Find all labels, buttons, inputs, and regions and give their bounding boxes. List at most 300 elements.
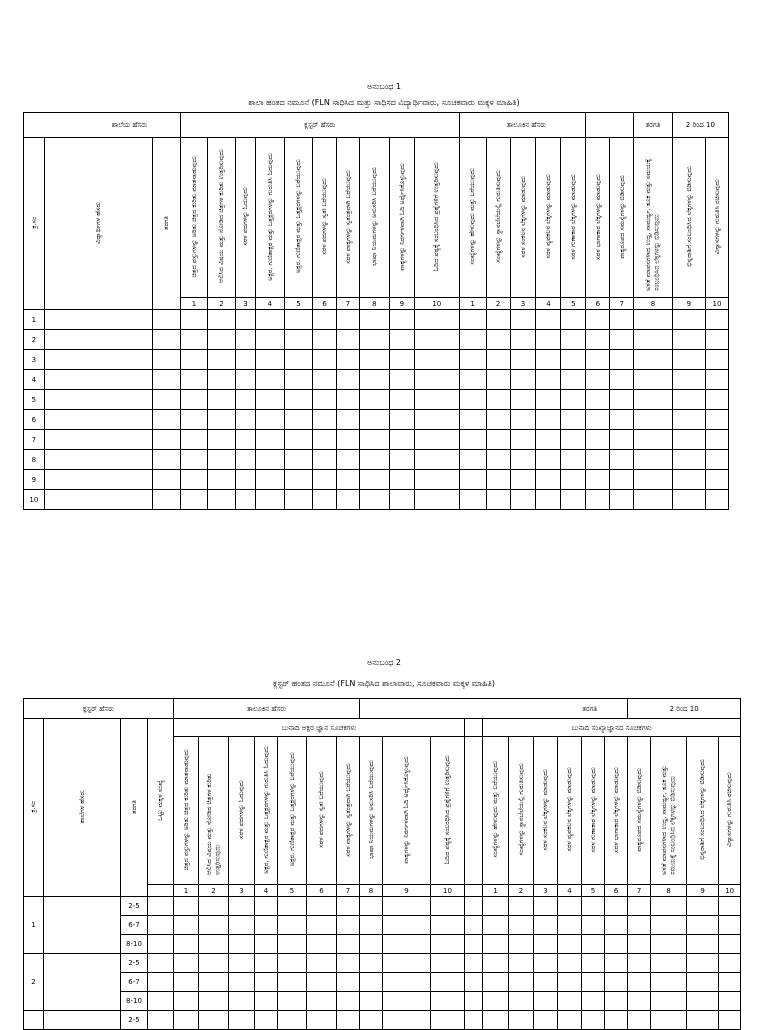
entry-cell[interactable] xyxy=(459,410,486,430)
entry-cell[interactable] xyxy=(561,470,586,490)
entry-cell[interactable] xyxy=(651,935,687,954)
entry-cell[interactable] xyxy=(148,954,174,973)
entry-cell[interactable] xyxy=(465,935,483,954)
entry-cell[interactable] xyxy=(180,450,207,470)
entry-cell[interactable] xyxy=(582,916,605,935)
entry-cell[interactable] xyxy=(465,954,483,973)
entry-cell[interactable] xyxy=(561,430,586,450)
entry-cell[interactable] xyxy=(651,1011,687,1030)
entry-cell[interactable] xyxy=(284,370,312,390)
entry-cell[interactable] xyxy=(360,954,383,973)
entry-cell[interactable] xyxy=(509,897,534,916)
entry-cell[interactable] xyxy=(534,973,558,992)
entry-cell[interactable] xyxy=(586,410,610,430)
entry-cell[interactable] xyxy=(44,470,152,490)
entry-cell[interactable] xyxy=(359,450,389,470)
entry-cell[interactable] xyxy=(229,897,255,916)
entry-cell[interactable] xyxy=(359,310,389,330)
entry-cell[interactable] xyxy=(414,390,459,410)
entry-cell[interactable] xyxy=(199,935,229,954)
entry-cell[interactable] xyxy=(174,1011,199,1030)
entry-cell[interactable] xyxy=(255,992,278,1011)
entry-cell[interactable] xyxy=(414,370,459,390)
entry-cell[interactable] xyxy=(510,370,536,390)
entry-cell[interactable] xyxy=(634,490,672,510)
entry-cell[interactable] xyxy=(719,916,741,935)
entry-cell[interactable] xyxy=(180,490,207,510)
entry-cell[interactable] xyxy=(510,390,536,410)
entry-cell[interactable] xyxy=(148,935,174,954)
entry-cell[interactable] xyxy=(312,430,336,450)
entry-cell[interactable] xyxy=(255,330,284,350)
entry-cell[interactable] xyxy=(255,450,284,470)
entry-cell[interactable] xyxy=(586,330,610,350)
entry-cell[interactable] xyxy=(255,470,284,490)
entry-cell[interactable] xyxy=(236,470,256,490)
entry-cell[interactable] xyxy=(459,390,486,410)
entry-cell[interactable] xyxy=(278,897,307,916)
entry-cell[interactable] xyxy=(610,490,634,510)
entry-cell[interactable] xyxy=(558,897,582,916)
school-name-cell[interactable] xyxy=(44,954,121,1011)
entry-cell[interactable] xyxy=(284,450,312,470)
entry-cell[interactable] xyxy=(672,330,705,350)
entry-cell[interactable] xyxy=(536,430,561,450)
entry-cell[interactable] xyxy=(582,954,605,973)
entry-cell[interactable] xyxy=(705,470,728,490)
entry-cell[interactable] xyxy=(180,430,207,450)
entry-cell[interactable] xyxy=(255,350,284,370)
entry-cell[interactable] xyxy=(431,935,465,954)
entry-cell[interactable] xyxy=(719,973,741,992)
entry-cell[interactable] xyxy=(509,935,534,954)
entry-cell[interactable] xyxy=(255,954,278,973)
entry-cell[interactable] xyxy=(534,954,558,973)
entry-cell[interactable] xyxy=(236,410,256,430)
entry-cell[interactable] xyxy=(336,490,359,510)
entry-cell[interactable] xyxy=(605,1011,628,1030)
entry-cell[interactable] xyxy=(586,470,610,490)
entry-cell[interactable] xyxy=(582,973,605,992)
entry-cell[interactable] xyxy=(337,916,360,935)
entry-cell[interactable] xyxy=(229,935,255,954)
entry-cell[interactable] xyxy=(510,490,536,510)
entry-cell[interactable] xyxy=(486,370,510,390)
entry-cell[interactable] xyxy=(148,897,174,916)
entry-cell[interactable] xyxy=(465,1011,483,1030)
entry-cell[interactable] xyxy=(414,350,459,370)
entry-cell[interactable] xyxy=(459,350,486,370)
entry-cell[interactable] xyxy=(705,410,728,430)
entry-cell[interactable] xyxy=(360,897,383,916)
entry-cell[interactable] xyxy=(284,470,312,490)
entry-cell[interactable] xyxy=(536,390,561,410)
entry-cell[interactable] xyxy=(486,430,510,450)
entry-cell[interactable] xyxy=(431,897,465,916)
entry-cell[interactable] xyxy=(687,935,719,954)
entry-cell[interactable] xyxy=(582,935,605,954)
entry-cell[interactable] xyxy=(44,330,152,350)
entry-cell[interactable] xyxy=(561,450,586,470)
entry-cell[interactable] xyxy=(687,897,719,916)
entry-cell[interactable] xyxy=(534,897,558,916)
entry-cell[interactable] xyxy=(586,310,610,330)
entry-cell[interactable] xyxy=(610,310,634,330)
entry-cell[interactable] xyxy=(459,490,486,510)
entry-cell[interactable] xyxy=(634,410,672,430)
entry-cell[interactable] xyxy=(255,1011,278,1030)
entry-cell[interactable] xyxy=(337,1011,360,1030)
entry-cell[interactable] xyxy=(383,916,431,935)
entry-cell[interactable] xyxy=(483,897,509,916)
entry-cell[interactable] xyxy=(486,390,510,410)
entry-cell[interactable] xyxy=(337,992,360,1011)
entry-cell[interactable] xyxy=(486,350,510,370)
entry-cell[interactable] xyxy=(174,973,199,992)
entry-cell[interactable] xyxy=(634,330,672,350)
entry-cell[interactable] xyxy=(208,370,236,390)
entry-cell[interactable] xyxy=(628,954,651,973)
entry-cell[interactable] xyxy=(705,430,728,450)
entry-cell[interactable] xyxy=(199,954,229,973)
entry-cell[interactable] xyxy=(414,490,459,510)
entry-cell[interactable] xyxy=(44,370,152,390)
entry-cell[interactable] xyxy=(383,1011,431,1030)
entry-cell[interactable] xyxy=(383,992,431,1011)
entry-cell[interactable] xyxy=(672,430,705,450)
entry-cell[interactable] xyxy=(628,916,651,935)
entry-cell[interactable] xyxy=(610,470,634,490)
entry-cell[interactable] xyxy=(152,490,180,510)
entry-cell[interactable] xyxy=(199,916,229,935)
entry-cell[interactable] xyxy=(558,1011,582,1030)
entry-cell[interactable] xyxy=(610,350,634,370)
entry-cell[interactable] xyxy=(148,992,174,1011)
entry-cell[interactable] xyxy=(486,490,510,510)
entry-cell[interactable] xyxy=(255,973,278,992)
entry-cell[interactable] xyxy=(672,310,705,330)
entry-cell[interactable] xyxy=(236,390,256,410)
entry-cell[interactable] xyxy=(336,450,359,470)
entry-cell[interactable] xyxy=(336,330,359,350)
entry-cell[interactable] xyxy=(236,450,256,470)
entry-cell[interactable] xyxy=(558,954,582,973)
entry-cell[interactable] xyxy=(307,1011,337,1030)
entry-cell[interactable] xyxy=(628,973,651,992)
entry-cell[interactable] xyxy=(336,430,359,450)
entry-cell[interactable] xyxy=(605,935,628,954)
entry-cell[interactable] xyxy=(307,897,337,916)
entry-cell[interactable] xyxy=(719,954,741,973)
entry-cell[interactable] xyxy=(459,310,486,330)
entry-cell[interactable] xyxy=(336,410,359,430)
entry-cell[interactable] xyxy=(337,935,360,954)
entry-cell[interactable] xyxy=(672,470,705,490)
entry-cell[interactable] xyxy=(312,330,336,350)
entry-cell[interactable] xyxy=(44,310,152,330)
entry-cell[interactable] xyxy=(510,430,536,450)
entry-cell[interactable] xyxy=(705,350,728,370)
entry-cell[interactable] xyxy=(610,450,634,470)
entry-cell[interactable] xyxy=(255,897,278,916)
entry-cell[interactable] xyxy=(236,490,256,510)
entry-cell[interactable] xyxy=(534,1011,558,1030)
entry-cell[interactable] xyxy=(687,992,719,1011)
entry-cell[interactable] xyxy=(229,954,255,973)
entry-cell[interactable] xyxy=(586,490,610,510)
entry-cell[interactable] xyxy=(486,310,510,330)
entry-cell[interactable] xyxy=(486,470,510,490)
entry-cell[interactable] xyxy=(360,973,383,992)
entry-cell[interactable] xyxy=(431,954,465,973)
entry-cell[interactable] xyxy=(509,916,534,935)
entry-cell[interactable] xyxy=(536,370,561,390)
entry-cell[interactable] xyxy=(510,450,536,470)
entry-cell[interactable] xyxy=(510,330,536,350)
entry-cell[interactable] xyxy=(284,310,312,330)
entry-cell[interactable] xyxy=(174,897,199,916)
entry-cell[interactable] xyxy=(312,350,336,370)
entry-cell[interactable] xyxy=(278,935,307,954)
entry-cell[interactable] xyxy=(208,330,236,350)
entry-cell[interactable] xyxy=(229,973,255,992)
entry-cell[interactable] xyxy=(255,490,284,510)
entry-cell[interactable] xyxy=(509,1011,534,1030)
entry-cell[interactable] xyxy=(152,350,180,370)
entry-cell[interactable] xyxy=(44,450,152,470)
entry-cell[interactable] xyxy=(687,954,719,973)
entry-cell[interactable] xyxy=(229,916,255,935)
entry-cell[interactable] xyxy=(180,390,207,410)
school-name-cell[interactable] xyxy=(44,1011,121,1030)
entry-cell[interactable] xyxy=(255,916,278,935)
entry-cell[interactable] xyxy=(536,330,561,350)
entry-cell[interactable] xyxy=(389,390,414,410)
entry-cell[interactable] xyxy=(174,935,199,954)
entry-cell[interactable] xyxy=(307,954,337,973)
entry-cell[interactable] xyxy=(483,992,509,1011)
entry-cell[interactable] xyxy=(152,370,180,390)
entry-cell[interactable] xyxy=(605,954,628,973)
entry-cell[interactable] xyxy=(465,992,483,1011)
entry-cell[interactable] xyxy=(336,310,359,330)
entry-cell[interactable] xyxy=(229,992,255,1011)
entry-cell[interactable] xyxy=(174,992,199,1011)
entry-cell[interactable] xyxy=(719,992,741,1011)
entry-cell[interactable] xyxy=(672,370,705,390)
entry-cell[interactable] xyxy=(389,330,414,350)
entry-cell[interactable] xyxy=(44,390,152,410)
entry-cell[interactable] xyxy=(510,410,536,430)
entry-cell[interactable] xyxy=(586,450,610,470)
entry-cell[interactable] xyxy=(174,916,199,935)
entry-cell[interactable] xyxy=(383,897,431,916)
entry-cell[interactable] xyxy=(307,916,337,935)
entry-cell[interactable] xyxy=(687,1011,719,1030)
entry-cell[interactable] xyxy=(359,350,389,370)
entry-cell[interactable] xyxy=(44,490,152,510)
entry-cell[interactable] xyxy=(561,310,586,330)
entry-cell[interactable] xyxy=(383,973,431,992)
entry-cell[interactable] xyxy=(199,992,229,1011)
entry-cell[interactable] xyxy=(359,430,389,450)
entry-cell[interactable] xyxy=(255,430,284,450)
entry-cell[interactable] xyxy=(634,470,672,490)
entry-cell[interactable] xyxy=(459,450,486,470)
entry-cell[interactable] xyxy=(610,370,634,390)
entry-cell[interactable] xyxy=(359,490,389,510)
entry-cell[interactable] xyxy=(180,310,207,330)
entry-cell[interactable] xyxy=(208,350,236,370)
entry-cell[interactable] xyxy=(687,916,719,935)
entry-cell[interactable] xyxy=(510,310,536,330)
entry-cell[interactable] xyxy=(651,992,687,1011)
entry-cell[interactable] xyxy=(634,390,672,410)
entry-cell[interactable] xyxy=(278,992,307,1011)
entry-cell[interactable] xyxy=(465,916,483,935)
entry-cell[interactable] xyxy=(199,1011,229,1030)
entry-cell[interactable] xyxy=(199,897,229,916)
entry-cell[interactable] xyxy=(255,935,278,954)
entry-cell[interactable] xyxy=(312,490,336,510)
entry-cell[interactable] xyxy=(672,450,705,470)
entry-cell[interactable] xyxy=(236,370,256,390)
entry-cell[interactable] xyxy=(337,897,360,916)
entry-cell[interactable] xyxy=(459,370,486,390)
entry-cell[interactable] xyxy=(359,370,389,390)
entry-cell[interactable] xyxy=(465,897,483,916)
entry-cell[interactable] xyxy=(414,470,459,490)
entry-cell[interactable] xyxy=(152,330,180,350)
entry-cell[interactable] xyxy=(307,992,337,1011)
school-name-cell[interactable] xyxy=(44,897,121,954)
entry-cell[interactable] xyxy=(148,1011,174,1030)
entry-cell[interactable] xyxy=(414,310,459,330)
entry-cell[interactable] xyxy=(284,350,312,370)
entry-cell[interactable] xyxy=(536,350,561,370)
entry-cell[interactable] xyxy=(628,1011,651,1030)
entry-cell[interactable] xyxy=(586,370,610,390)
entry-cell[interactable] xyxy=(278,973,307,992)
entry-cell[interactable] xyxy=(414,430,459,450)
entry-cell[interactable] xyxy=(389,310,414,330)
entry-cell[interactable] xyxy=(389,350,414,370)
entry-cell[interactable] xyxy=(486,330,510,350)
entry-cell[interactable] xyxy=(255,310,284,330)
entry-cell[interactable] xyxy=(610,410,634,430)
entry-cell[interactable] xyxy=(336,470,359,490)
entry-cell[interactable] xyxy=(278,1011,307,1030)
entry-cell[interactable] xyxy=(278,954,307,973)
entry-cell[interactable] xyxy=(208,310,236,330)
entry-cell[interactable] xyxy=(634,350,672,370)
entry-cell[interactable] xyxy=(509,954,534,973)
entry-cell[interactable] xyxy=(360,992,383,1011)
entry-cell[interactable] xyxy=(336,390,359,410)
entry-cell[interactable] xyxy=(634,450,672,470)
entry-cell[interactable] xyxy=(284,410,312,430)
entry-cell[interactable] xyxy=(389,450,414,470)
entry-cell[interactable] xyxy=(610,390,634,410)
entry-cell[interactable] xyxy=(148,916,174,935)
entry-cell[interactable] xyxy=(180,470,207,490)
entry-cell[interactable] xyxy=(180,350,207,370)
entry-cell[interactable] xyxy=(483,954,509,973)
entry-cell[interactable] xyxy=(558,935,582,954)
entry-cell[interactable] xyxy=(307,935,337,954)
entry-cell[interactable] xyxy=(605,992,628,1011)
entry-cell[interactable] xyxy=(255,370,284,390)
entry-cell[interactable] xyxy=(208,430,236,450)
entry-cell[interactable] xyxy=(431,916,465,935)
entry-cell[interactable] xyxy=(180,330,207,350)
entry-cell[interactable] xyxy=(208,490,236,510)
entry-cell[interactable] xyxy=(152,450,180,470)
entry-cell[interactable] xyxy=(586,350,610,370)
entry-cell[interactable] xyxy=(336,350,359,370)
entry-cell[interactable] xyxy=(605,897,628,916)
entry-cell[interactable] xyxy=(705,370,728,390)
entry-cell[interactable] xyxy=(360,916,383,935)
entry-cell[interactable] xyxy=(383,935,431,954)
entry-cell[interactable] xyxy=(634,370,672,390)
entry-cell[interactable] xyxy=(634,430,672,450)
entry-cell[interactable] xyxy=(152,430,180,450)
entry-cell[interactable] xyxy=(337,954,360,973)
entry-cell[interactable] xyxy=(360,935,383,954)
entry-cell[interactable] xyxy=(561,330,586,350)
entry-cell[interactable] xyxy=(536,470,561,490)
entry-cell[interactable] xyxy=(605,973,628,992)
entry-cell[interactable] xyxy=(284,490,312,510)
entry-cell[interactable] xyxy=(312,410,336,430)
entry-cell[interactable] xyxy=(229,1011,255,1030)
entry-cell[interactable] xyxy=(284,390,312,410)
entry-cell[interactable] xyxy=(459,430,486,450)
entry-cell[interactable] xyxy=(389,410,414,430)
entry-cell[interactable] xyxy=(510,470,536,490)
entry-cell[interactable] xyxy=(312,450,336,470)
entry-cell[interactable] xyxy=(336,370,359,390)
entry-cell[interactable] xyxy=(486,410,510,430)
entry-cell[interactable] xyxy=(705,390,728,410)
entry-cell[interactable] xyxy=(561,410,586,430)
entry-cell[interactable] xyxy=(719,1011,741,1030)
entry-cell[interactable] xyxy=(360,1011,383,1030)
entry-cell[interactable] xyxy=(705,450,728,470)
entry-cell[interactable] xyxy=(719,935,741,954)
entry-cell[interactable] xyxy=(199,973,229,992)
entry-cell[interactable] xyxy=(534,992,558,1011)
entry-cell[interactable] xyxy=(610,430,634,450)
entry-cell[interactable] xyxy=(312,370,336,390)
entry-cell[interactable] xyxy=(236,310,256,330)
entry-cell[interactable] xyxy=(255,390,284,410)
entry-cell[interactable] xyxy=(536,490,561,510)
entry-cell[interactable] xyxy=(465,973,483,992)
entry-cell[interactable] xyxy=(208,410,236,430)
entry-cell[interactable] xyxy=(483,935,509,954)
entry-cell[interactable] xyxy=(628,897,651,916)
entry-cell[interactable] xyxy=(312,310,336,330)
entry-cell[interactable] xyxy=(236,430,256,450)
entry-cell[interactable] xyxy=(486,450,510,470)
entry-cell[interactable] xyxy=(586,390,610,410)
entry-cell[interactable] xyxy=(414,410,459,430)
entry-cell[interactable] xyxy=(687,973,719,992)
entry-cell[interactable] xyxy=(561,350,586,370)
entry-cell[interactable] xyxy=(651,954,687,973)
